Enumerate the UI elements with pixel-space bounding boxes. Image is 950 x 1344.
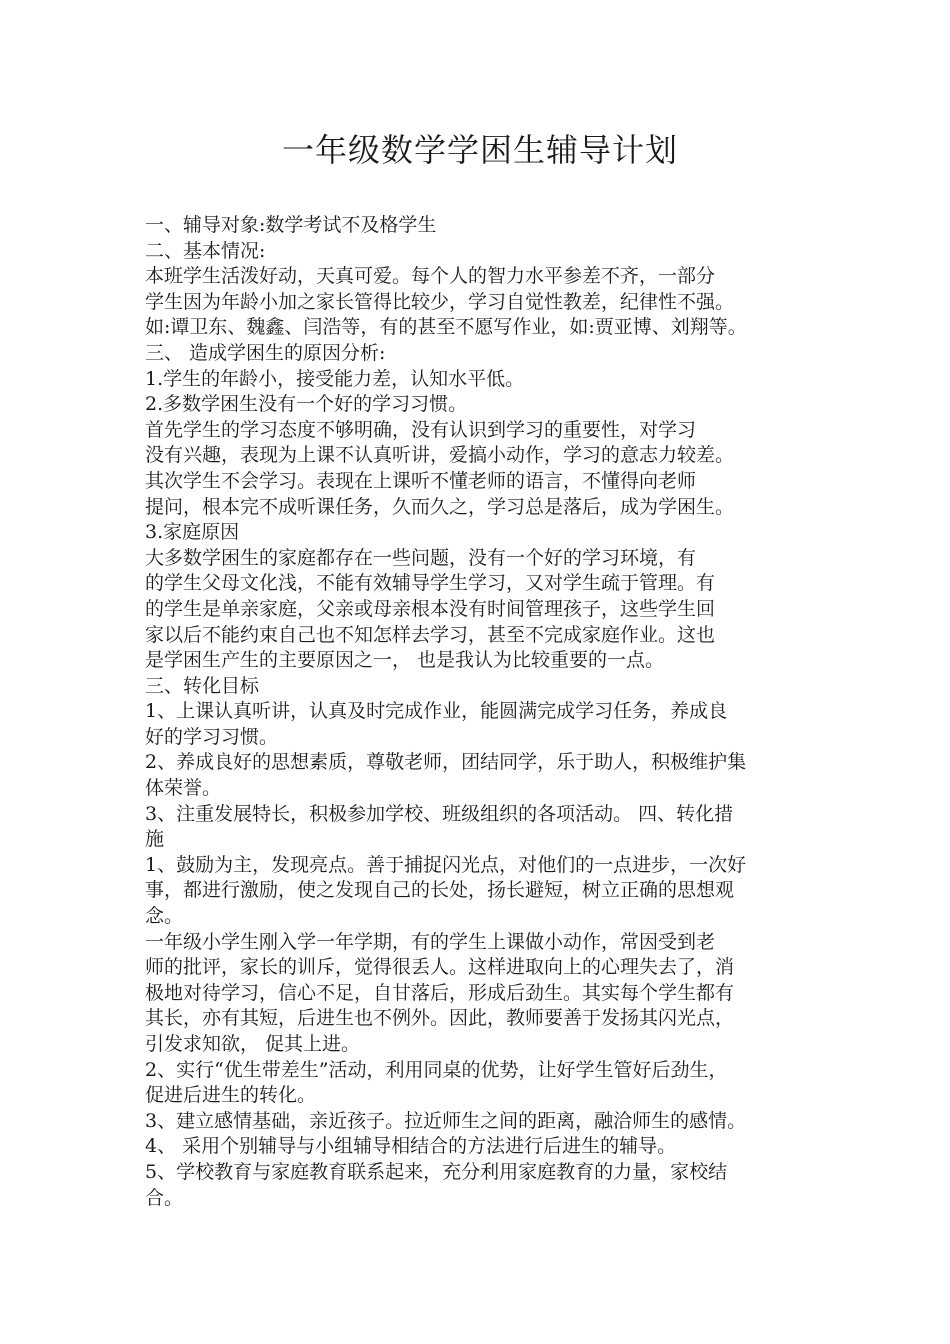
text-line: 事，都进行激励，使之发现自己的长处，扬长避短，树立正确的思想观 xyxy=(145,879,735,902)
text-line: 2、养成良好的思想素质，尊敬老师，团结同学，乐于助人，积极维护集 xyxy=(145,751,747,774)
text-line: 3.家庭原因 xyxy=(145,521,240,544)
text-line: 1、上课认真听讲，认真及时完成作业，能圆满完成学习任务，养成良 xyxy=(145,700,728,723)
text-line: 一、辅导对象:数学考试不及格学生 xyxy=(145,214,437,236)
text-line: 其次学生不会学习。表现在上课听不懂老师的语言，不懂得向老师 xyxy=(145,469,697,492)
text-line: 2、实行“优生带差生”活动，利用同桌的优势，让好学生管好后劲生， xyxy=(145,1058,728,1081)
text-line: 是学困生产生的主要原因之一， 也是我认为比较重要的一点。 xyxy=(145,649,665,672)
text-line: 如:谭卫东、魏鑫、闫浩等，有的甚至不愿写作业，如:贾亚博、刘翔等。 xyxy=(145,316,747,339)
text-line: 提问，根本完不成听课任务，久而久之，学习总是落后，成为学困生。 xyxy=(145,495,735,518)
text-line: 其长，亦有其短，后进生也不例外。因此，教师要善于发扬其闪光点， xyxy=(145,1007,735,1030)
document-body xyxy=(145,213,815,1211)
text-line: 引发求知欲， 促其上进。 xyxy=(145,1033,361,1055)
text-line: 5、学校教育与家庭教育联系起来，充分利用家庭教育的力量，家校结 xyxy=(145,1160,728,1183)
text-line: 施 xyxy=(145,828,165,851)
text-line: 3、注重发展特长，积极参加学校、班级组织的各项活动。 四、转化措 xyxy=(145,802,734,825)
text-line: 一年级小学生刚入学一年学期，有的学生上课做小动作，常因受到老 xyxy=(145,930,716,953)
text-line: 极地对待学习，信心不足，自甘落后，形成后劲生。其实每个学生都有 xyxy=(145,981,735,1004)
text-line: 的学生父母文化浅，不能有效辅导学生学习，又对学生疏于管理。有 xyxy=(145,572,716,595)
text-line: 的学生是单亲家庭，父亲或母亲根本没有时间管理孩子，这些学生回 xyxy=(145,597,716,620)
text-line: 三、转化目标 xyxy=(145,674,260,697)
text-line: 三、 造成学困生的原因分析: xyxy=(145,341,386,364)
document-title: 一年级数学学困生辅导计划 xyxy=(281,131,678,169)
text-line: 师的批评，家长的训斥，觉得很丢人。这样进取向上的心理失去了，消 xyxy=(145,956,735,979)
text-line: 家以后不能约束自己也不知怎样去学习，甚至不完成家庭作业。这也 xyxy=(145,623,716,646)
text-line: 3、建立感情基础，亲近孩子。拉近师生之间的距离，融洽师生的感情。 xyxy=(145,1109,747,1132)
text-line: 体荣誉。 xyxy=(145,777,222,800)
text-line: 学生因为年龄小加之家长管得比较少，学习自觉性教差，纪律性不强。 xyxy=(145,290,735,313)
text-line: 首先学生的学习态度不够明确，没有认识到学习的重要性，对学习 xyxy=(145,418,697,441)
text-line: 大多数学困生的家庭都存在一些问题，没有一个好的学习环境，有 xyxy=(145,546,697,569)
text-line: 2.多数学困生没有一个好的学习习惯。 xyxy=(145,393,468,416)
text-line: 二、基本情况: xyxy=(145,239,266,262)
text-line: 本班学生活泼好动，天真可爱。每个人的智力水平参差不齐，一部分 xyxy=(145,265,716,288)
text-line: 4、 采用个别辅导与小组辅导相结合的方法进行后进生的辅导。 xyxy=(145,1135,677,1158)
text-line: 1、鼓励为主，发现亮点。善于捕捉闪光点，对他们的一点进步，一次好 xyxy=(145,853,747,876)
text-line: 没有兴趣，表现为上课不认真听讲，爱搞小动作，学习的意志力较差。 xyxy=(145,444,735,467)
text-line: 念。 xyxy=(145,905,184,928)
text-line: 合。 xyxy=(145,1186,184,1209)
text-line: 促进后进生的转化。 xyxy=(145,1084,317,1107)
text-line: 1.学生的年龄小，接受能力差，认知水平低。 xyxy=(145,367,525,390)
text-line: 好的学习习惯。 xyxy=(145,725,279,748)
